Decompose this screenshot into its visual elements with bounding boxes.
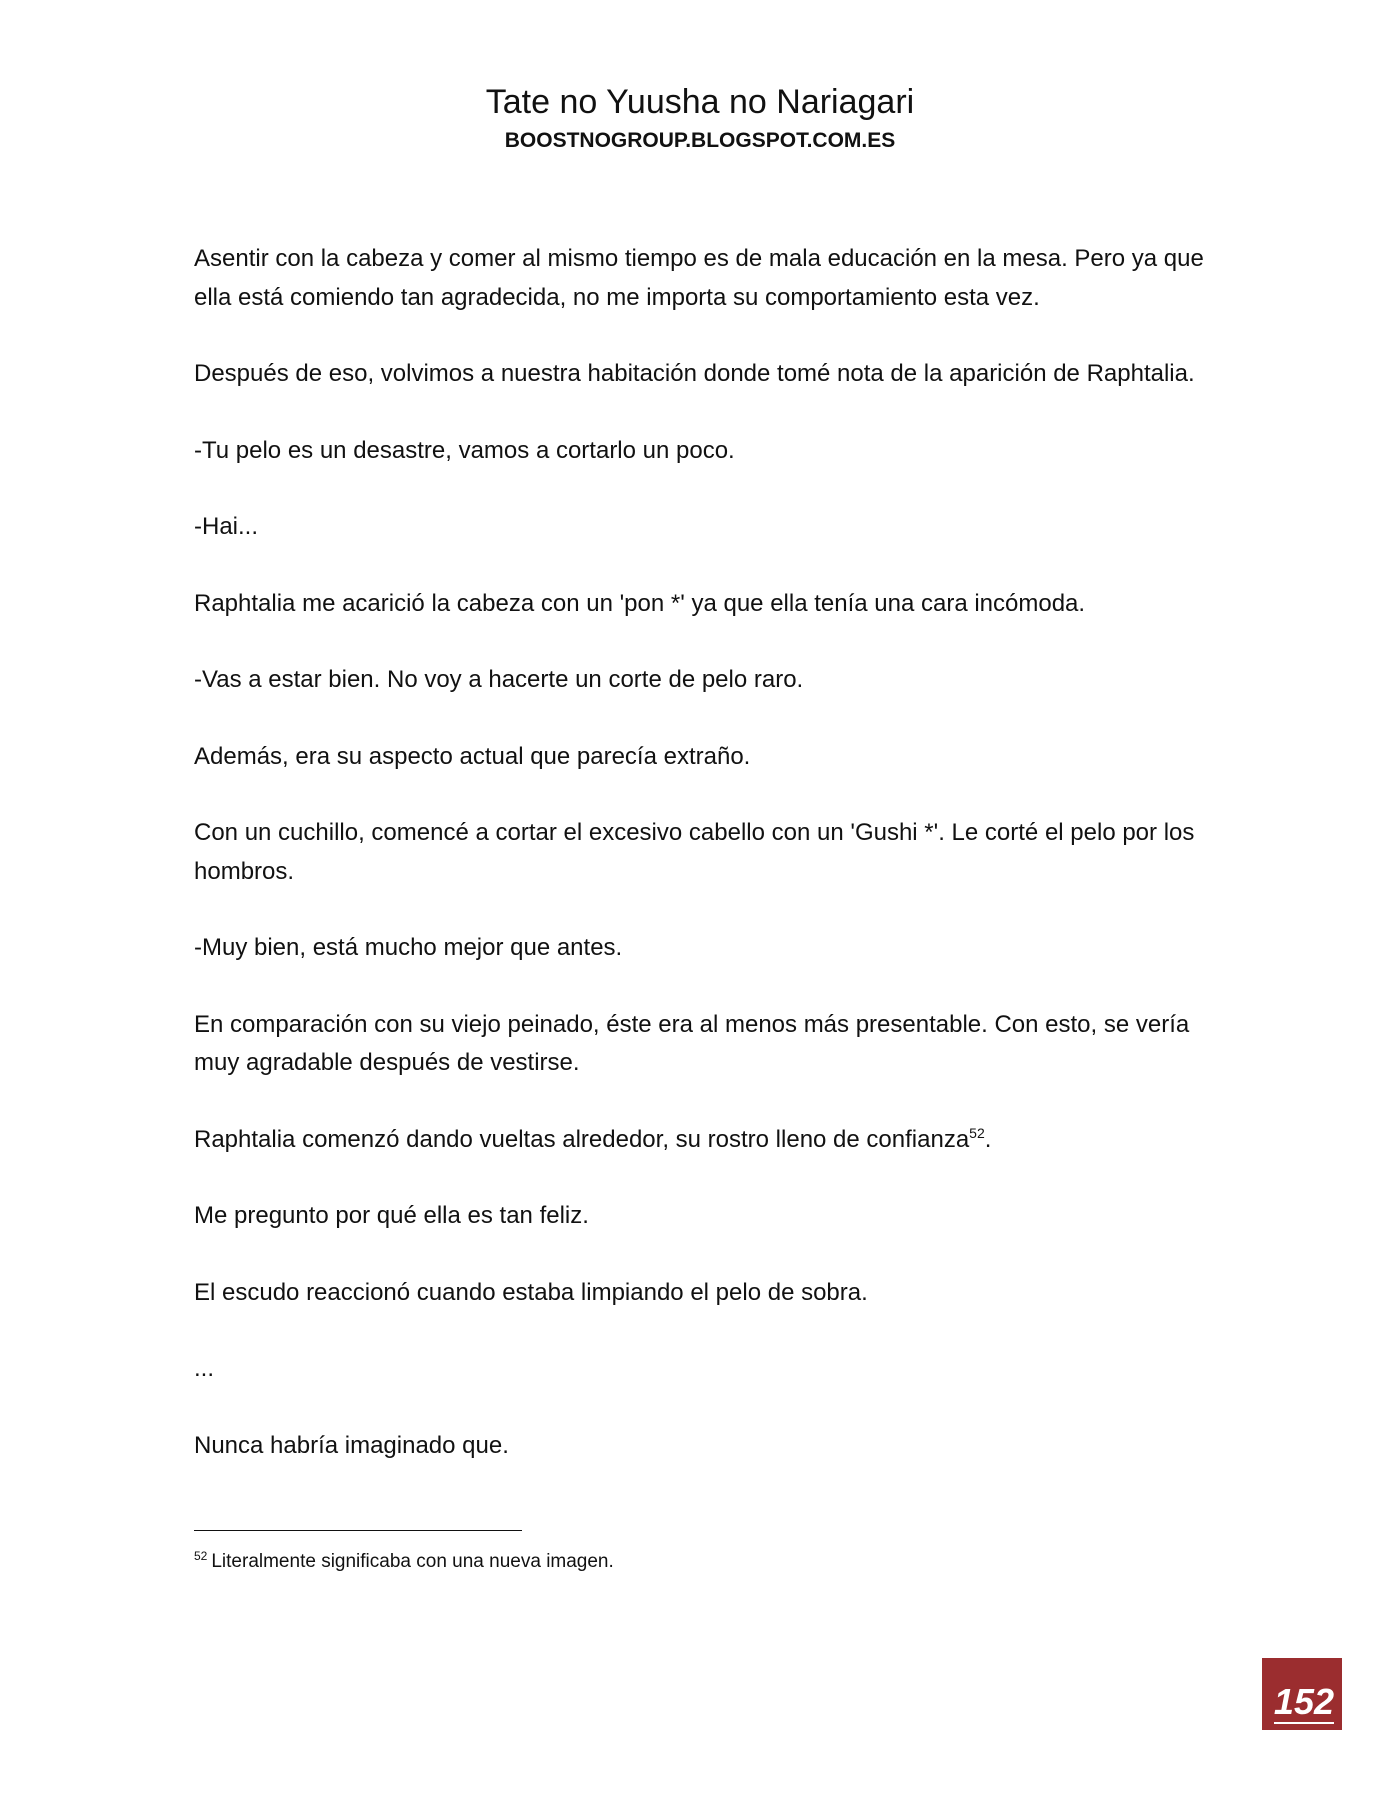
paragraph: -Tu pelo es un desastre, vamos a cortarlo un poco. <box>194 436 735 464</box>
paragraph: Nunca habría imaginado que. <box>194 1431 509 1459</box>
paragraph-text: Raphtalia comenzó dando vueltas alrededor, su rostro lleno de confianza <box>194 1125 970 1153</box>
page-header <box>0 80 1400 156</box>
paragraph: Además, era su aspecto actual que parecía extraño. <box>194 742 751 770</box>
footnote-reference[interactable]: 52 <box>969 1124 985 1141</box>
paragraph: Asentir con la cabeza y comer al mismo tiempo es de mala educación en la mesa. Pero ya que ella está comiendo tan agradecida, no me importa su comportamiento esta vez. <box>194 245 1204 311</box>
paragraph: -Hai... <box>194 513 259 540</box>
paragraph: ... <box>194 1355 215 1382</box>
paragraph: Raphtalia me acarició la cabeza con un 'pon *' ya que ella tenía una cara incómoda. <box>194 589 1086 617</box>
body-text <box>194 240 1204 1503</box>
book-title: Tate no Yuusha no Nariagari <box>485 83 915 121</box>
site-url: BOOSTNOGROUP.BLOGSPOT.COM.ES <box>504 129 896 152</box>
page-number-box <box>1262 1658 1342 1730</box>
footnote <box>194 1548 614 1576</box>
paragraph: -Vas a estar bien. No voy a hacerte un corte de pelo raro. <box>194 666 804 693</box>
paragraph: -Muy bien, está mucho mejor que antes. <box>194 934 623 961</box>
footnote-separator <box>194 1530 522 1531</box>
paragraph: Con un cuchillo, comencé a cortar el excesivo cabello con un 'Gushi *'. Le corté el pelo por los hombros. <box>194 819 1195 885</box>
paragraph-text-end: . <box>984 1125 992 1153</box>
paragraph: En comparación con su viejo peinado, éste era al menos más presentable. Con esto, se vería muy agradable después de vestirse. <box>194 1010 1190 1076</box>
paragraph: Después de eso, volvimos a nuestra habitación donde tomé nota de la aparición de Raphtalia. <box>194 360 1195 387</box>
paragraph: El escudo reaccionó cuando estaba limpiando el pelo de sobra. <box>194 1278 868 1306</box>
footnote-number: 52 <box>194 1548 208 1563</box>
paragraph: Me pregunto por qué ella es tan feliz. <box>194 1202 589 1229</box>
footnote-text: Literalmente significaba con una nueva imagen. <box>211 1551 614 1572</box>
paragraph-with-footnote <box>194 1121 1204 1160</box>
page-number: 152 <box>1273 1681 1334 1722</box>
